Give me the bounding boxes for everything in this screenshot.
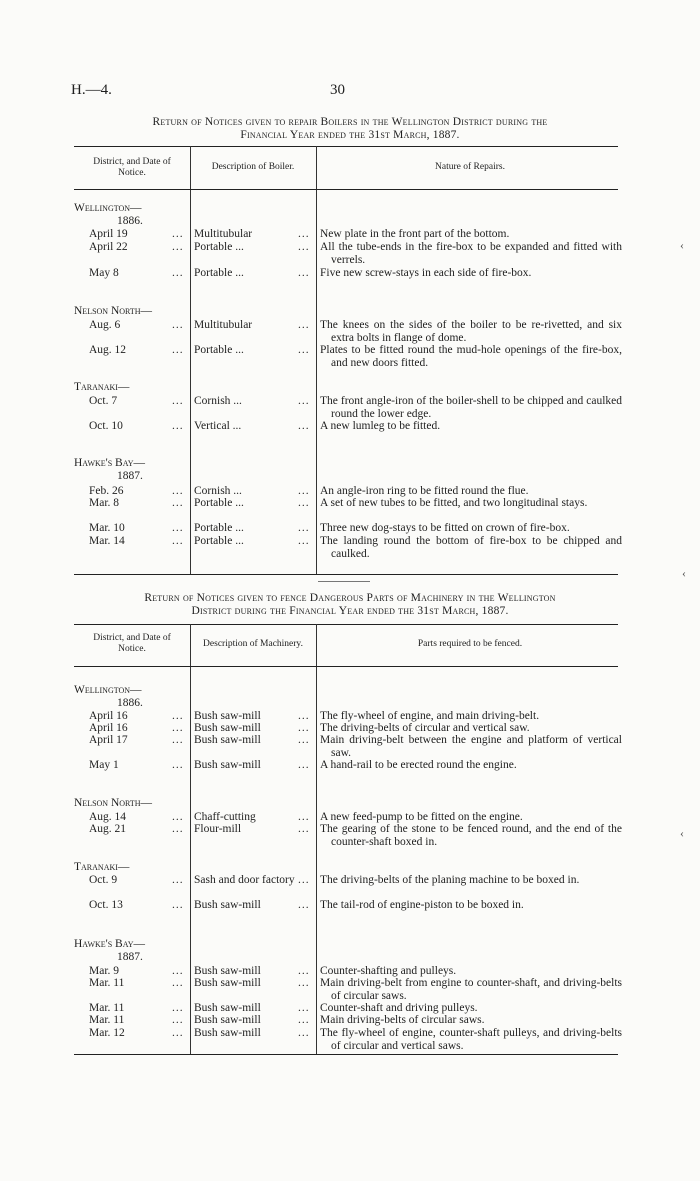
leader-dots: ... <box>298 811 310 823</box>
description-cell: Sash and door factory <box>194 874 295 886</box>
nature-cell: A new lumleg to be fitted. <box>320 420 441 432</box>
leader-dots: ... <box>298 874 310 886</box>
nature-cell: Main driving-belts of circular saws. <box>320 1014 485 1026</box>
margin-mark: ‹ <box>680 238 684 252</box>
nature-cell: The front angle-iron of the boiler-shell to be chipped and caulked round the lower edge. <box>320 395 622 420</box>
description-cell: Bush saw-mill <box>194 710 261 722</box>
leader-dots: ... <box>172 241 184 253</box>
description-cell: Bush saw-mill <box>194 1002 261 1014</box>
description-cell: Bush saw-mill <box>194 1027 261 1039</box>
margin-mark: ‹ <box>682 566 686 580</box>
nature-cell: The fly-wheel of engine, and main driving-belt. <box>320 710 540 722</box>
leader-dots: ... <box>298 899 310 911</box>
notice-date: Mar. 11 <box>89 1014 125 1026</box>
leader-dots: ... <box>298 734 310 746</box>
leader-dots: ... <box>298 1002 310 1014</box>
notice-date: Mar. 14 <box>89 535 125 547</box>
notice-date: April 22 <box>89 241 128 253</box>
leader-dots: ... <box>172 1002 184 1014</box>
notice-date: Mar. 10 <box>89 522 125 534</box>
notice-date: Aug. 6 <box>89 319 121 331</box>
notice-date: April 16 <box>89 722 128 734</box>
description-cell: Multitubular <box>194 228 253 240</box>
nature-cell: All the tube-ends in the fire-box to be expanded and fitted with verrels. <box>320 241 622 266</box>
year-heading: 1886. <box>117 697 143 709</box>
leader-dots: ... <box>298 497 310 509</box>
notice-date: Oct. 7 <box>89 395 118 407</box>
notice-date: Mar. 8 <box>89 497 120 509</box>
leader-dots: ... <box>172 874 184 886</box>
leader-dots: ... <box>298 228 310 240</box>
table2-header-description: Description of Machinery. <box>203 639 303 649</box>
district-heading: Hawke's Bay— <box>74 938 146 950</box>
description-cell: Cornish ... <box>194 395 242 407</box>
notice-date: April 16 <box>89 710 128 722</box>
year-heading: 1887. <box>117 470 143 482</box>
leader-dots: ... <box>172 722 184 734</box>
notice-date: Mar. 12 <box>89 1027 125 1039</box>
table2-bottom-rule <box>74 1054 618 1055</box>
leader-dots: ... <box>298 395 310 407</box>
table2-header-nature: Parts required to be fenced. <box>417 639 523 649</box>
leader-dots: ... <box>298 241 310 253</box>
table-separator-rule <box>318 581 370 582</box>
leader-dots: ... <box>298 965 310 977</box>
leader-dots: ... <box>298 1027 310 1039</box>
table2-header-rule <box>74 666 618 667</box>
nature-cell: An angle-iron ring to be fitted round the flue. <box>320 485 529 497</box>
description-cell: Portable ... <box>194 497 244 509</box>
leader-dots: ... <box>298 722 310 734</box>
nature-cell: A new feed-pump to be fitted on the engine. <box>320 811 523 823</box>
leader-dots: ... <box>172 1014 184 1026</box>
description-cell: Chaff-cutting <box>194 811 256 823</box>
notice-date: Mar. 11 <box>89 1002 125 1014</box>
nature-cell: Main driving-belt between the engine and platform of vertical saw. <box>320 734 622 759</box>
nature-cell: Plates to be fitted round the mud-hole openings of the fire-box, and new doors fitted. <box>320 344 622 369</box>
leader-dots: ... <box>172 395 184 407</box>
table2-title <box>74 592 626 618</box>
notice-date: Oct. 10 <box>89 420 123 432</box>
district-heading: Nelson North— <box>74 797 153 809</box>
description-cell: Bush saw-mill <box>194 965 261 977</box>
notice-date: April 17 <box>89 734 128 746</box>
description-cell: Bush saw-mill <box>194 1014 261 1026</box>
table1-col-divider-1 <box>190 146 191 574</box>
description-cell: Flour-mill <box>194 823 242 835</box>
nature-cell: Counter-shafting and pulleys. <box>320 965 457 977</box>
leader-dots: ... <box>172 899 184 911</box>
table1-title-line1: Return of Notices given to repair Boilers in the Wellington District during the <box>152 116 548 128</box>
table1-bottom-rule <box>74 574 618 575</box>
year-heading: 1887. <box>117 951 143 963</box>
leader-dots: ... <box>298 319 310 331</box>
nature-cell: The driving-belts of circular and vertical saw. <box>320 722 530 734</box>
leader-dots: ... <box>172 734 184 746</box>
nature-cell: The fly-wheel of engine, counter-shaft pulleys, and driving-belts of circular and vertical saws. <box>320 1027 622 1052</box>
table2-title-line1: Return of Notices given to fence Dangerous Parts of Machinery in the Wellington <box>144 592 556 604</box>
leader-dots: ... <box>298 1014 310 1026</box>
description-cell: Portable ... <box>194 267 244 279</box>
nature-cell: The knees on the sides of the boiler to be re-rivetted, and six extra bolts in flange of dome. <box>320 319 622 344</box>
leader-dots: ... <box>172 965 184 977</box>
table1-header-description: Description of Boiler. <box>211 162 295 172</box>
leader-dots: ... <box>298 267 310 279</box>
leader-dots: ... <box>298 485 310 497</box>
leader-dots: ... <box>172 535 184 547</box>
description-cell: Portable ... <box>194 522 244 534</box>
leader-dots: ... <box>172 497 184 509</box>
notice-date: May 8 <box>89 267 119 279</box>
description-cell: Bush saw-mill <box>194 722 261 734</box>
notice-date: Aug. 12 <box>89 344 127 356</box>
nature-cell: The tail-rod of engine-piston to be boxed in. <box>320 899 524 911</box>
district-heading: Taranaki— <box>74 381 130 393</box>
district-heading: Hawke's Bay— <box>74 457 146 469</box>
district-heading: Wellington— <box>74 202 142 214</box>
leader-dots: ... <box>172 1027 184 1039</box>
table1-header-rule <box>74 189 618 190</box>
margin-mark: ‹ <box>680 826 684 840</box>
leader-dots: ... <box>298 823 310 835</box>
leader-dots: ... <box>172 344 184 356</box>
district-heading: Nelson North— <box>74 305 153 317</box>
nature-cell: A set of new tubes to be fitted, and two longitudinal stays. <box>320 497 588 509</box>
nature-cell: Five new screw-stays in each side of fire-box. <box>320 267 532 279</box>
description-cell: Multitubular <box>194 319 253 331</box>
table2-col-divider-2 <box>316 624 317 1054</box>
leader-dots: ... <box>298 535 310 547</box>
leader-dots: ... <box>298 344 310 356</box>
description-cell: Portable ... <box>194 535 244 547</box>
leader-dots: ... <box>172 319 184 331</box>
notice-date: Aug. 21 <box>89 823 127 835</box>
notice-date: Aug. 14 <box>89 811 127 823</box>
leader-dots: ... <box>172 759 184 771</box>
leader-dots: ... <box>298 710 310 722</box>
table1-title <box>74 116 626 142</box>
notice-date: Oct. 13 <box>89 899 123 911</box>
description-cell: Bush saw-mill <box>194 977 261 989</box>
page-number: 30 <box>330 82 345 98</box>
notice-date: May 1 <box>89 759 119 771</box>
table1-header-district: District, and Date of Notice. <box>93 157 171 178</box>
leader-dots: ... <box>172 710 184 722</box>
leader-dots: ... <box>172 228 184 240</box>
description-cell: Vertical ... <box>194 420 242 432</box>
leader-dots: ... <box>172 823 184 835</box>
description-cell: Bush saw-mill <box>194 759 261 771</box>
nature-cell: New plate in the front part of the bottom. <box>320 228 510 240</box>
description-cell: Bush saw-mill <box>194 899 261 911</box>
district-heading: Wellington— <box>74 684 142 696</box>
leader-dots: ... <box>298 522 310 534</box>
notice-date: April 19 <box>89 228 128 240</box>
leader-dots: ... <box>172 267 184 279</box>
nature-cell: The landing round the bottom of fire-box to be chipped and caulked. <box>320 535 622 560</box>
year-heading: 1886. <box>117 215 143 227</box>
leader-dots: ... <box>298 759 310 771</box>
table2-header-district: District, and Date of Notice. <box>93 633 171 654</box>
page-header-left: H.—4. <box>71 82 112 98</box>
table1-col-divider-2 <box>316 146 317 574</box>
leader-dots: ... <box>172 977 184 989</box>
nature-cell: Counter-shaft and driving pulleys. <box>320 1002 478 1014</box>
nature-cell: Three new dog-stays to be fitted on crown of fire-box. <box>320 522 570 534</box>
description-cell: Portable ... <box>194 344 244 356</box>
nature-cell: A hand-rail to be erected round the engine. <box>320 759 517 771</box>
notice-date: Mar. 11 <box>89 977 125 989</box>
nature-cell: The gearing of the stone to be fenced round, and the end of the counter-shaft boxed in. <box>320 823 622 848</box>
table1-header-nature: Nature of Repairs. <box>435 162 505 172</box>
notice-date: Oct. 9 <box>89 874 118 886</box>
nature-cell: Main driving-belt from engine to counter-shaft, and driving-belts of circular saws. <box>320 977 622 1002</box>
notice-date: Mar. 9 <box>89 965 120 977</box>
leader-dots: ... <box>172 485 184 497</box>
table2-top-rule <box>74 624 618 625</box>
table2-title-line2: District during the Financial Year ended the 31st March, 1887. <box>191 605 509 617</box>
description-cell: Portable ... <box>194 241 244 253</box>
description-cell: Cornish ... <box>194 485 242 497</box>
leader-dots: ... <box>298 977 310 989</box>
nature-cell: The driving-belts of the planing machine to be boxed in. <box>320 874 580 886</box>
leader-dots: ... <box>172 420 184 432</box>
table1-title-line2: Financial Year ended the 31st March, 1887. <box>240 129 460 141</box>
leader-dots: ... <box>172 811 184 823</box>
leader-dots: ... <box>298 420 310 432</box>
table2-col-divider-1 <box>190 624 191 1054</box>
description-cell: Bush saw-mill <box>194 734 261 746</box>
table1-top-rule <box>74 146 618 147</box>
leader-dots: ... <box>172 522 184 534</box>
district-heading: Taranaki— <box>74 861 130 873</box>
notice-date: Feb. 26 <box>89 485 124 497</box>
